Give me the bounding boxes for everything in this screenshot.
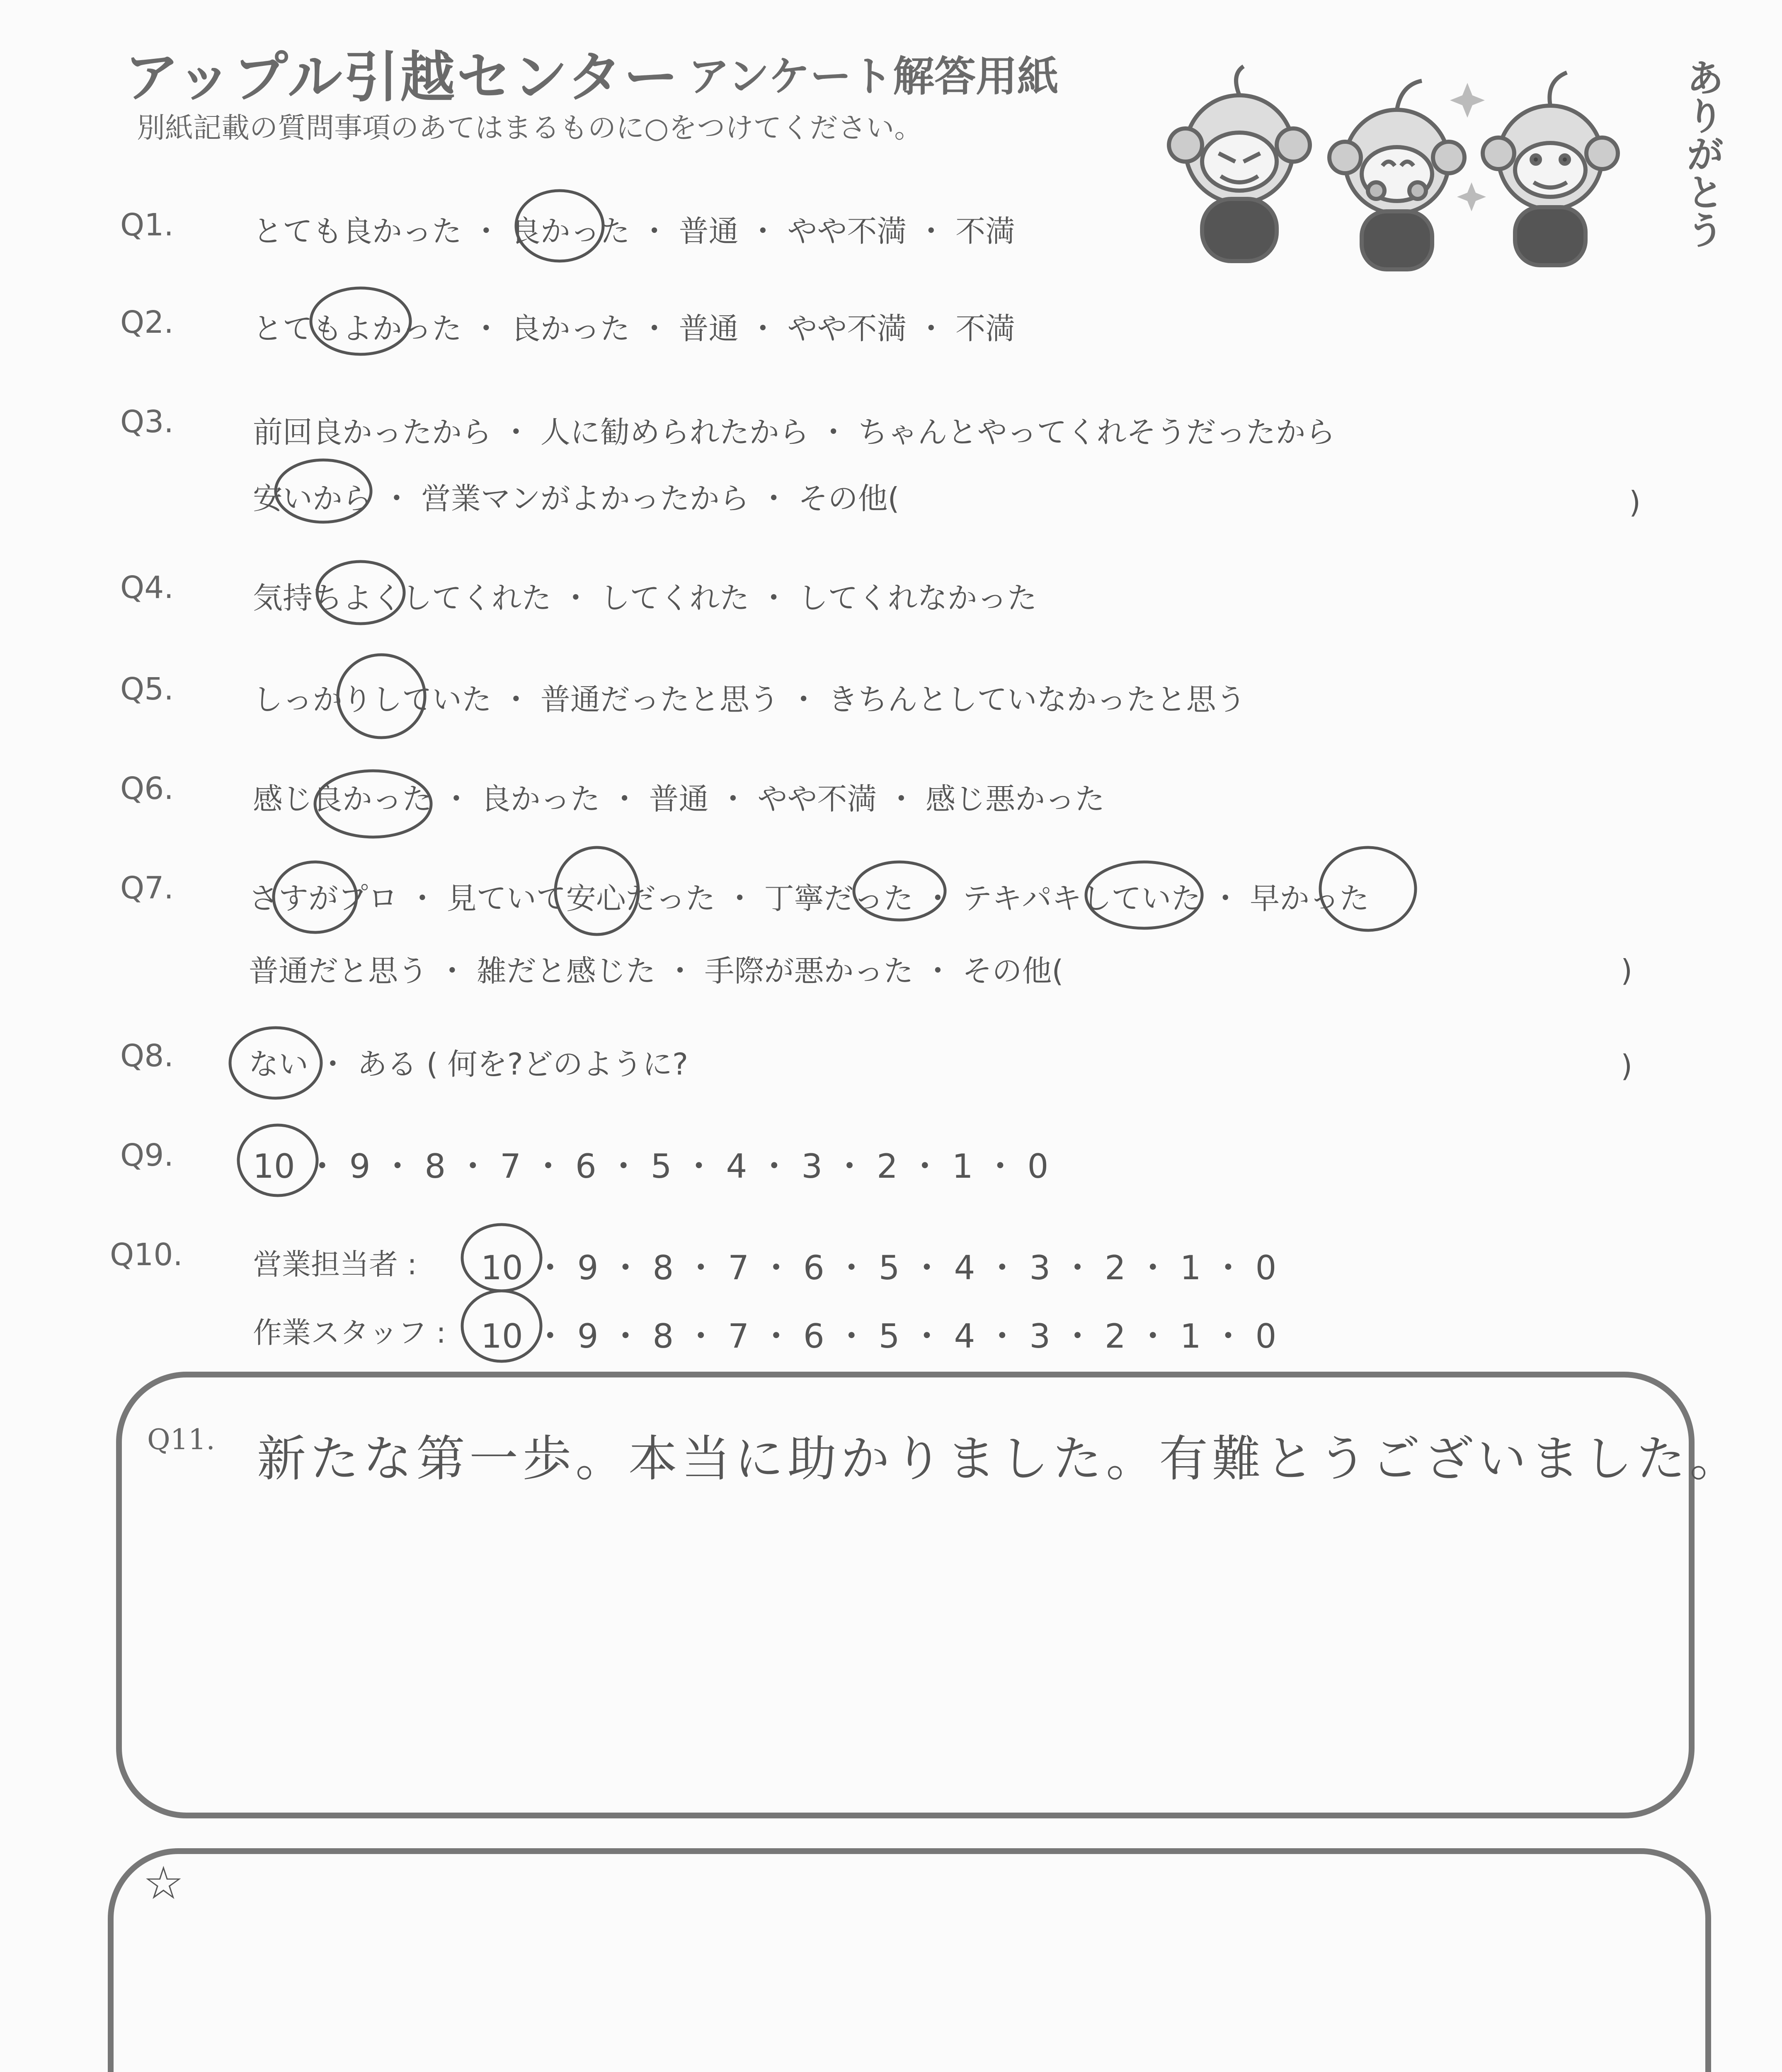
- q3-options-line1: 前回良かったから ・ 人に勧められたから ・ ちゃんとやってくれそうだったから: [253, 415, 1336, 450]
- q5-label: Q5.: [120, 671, 174, 707]
- q1-options: とても良かった ・ 良かった ・ 普通 ・ やや不満 ・ 不満: [253, 214, 1016, 249]
- q11-label: Q11.: [147, 1423, 215, 1456]
- q10-sales-scale: 10 ・ 9 ・ 8 ・ 7 ・ 6 ・ 5 ・ 4 ・ 3 ・ 2 ・ 1 ・ 0: [481, 1249, 1277, 1287]
- q5-options: しっかりしていた ・ 普通だったと思う ・ きちんとしていなかったと思う: [253, 682, 1246, 717]
- q7-close-paren: ): [1621, 953, 1633, 988]
- q10-staff-answer-circle: [462, 1291, 541, 1361]
- q9-scale: 10 ・ 9 ・ 8 ・ 7 ・ 6 ・ 5 ・ 4 ・ 3 ・ 2 ・ 1 ・ 0: [253, 1147, 1049, 1186]
- q2-answer-circle: [311, 288, 410, 354]
- q7-answer-circle-5: [1320, 847, 1416, 930]
- q7-answer-circle-1: [274, 862, 356, 932]
- q7-answer-circle-3: [854, 862, 945, 920]
- q7-answer-circle-4: [1086, 862, 1202, 928]
- q7-label: Q7.: [120, 870, 174, 906]
- q1-answer-circle: [516, 191, 603, 261]
- star-comment-box: [108, 1848, 1711, 2072]
- thank-you-text: ありがとう: [1680, 58, 1724, 249]
- q3-label: Q3.: [120, 404, 174, 440]
- q8-answer-circle: [230, 1028, 321, 1098]
- q6-options: 感じ良かった ・ 良かった ・ 普通 ・ やや不満 ・ 感じ悪かった: [253, 782, 1105, 816]
- q8-close-paren: ): [1621, 1048, 1633, 1083]
- q4-options: 気持ちよくしてくれた ・ してくれた ・ してくれなかった: [253, 581, 1037, 615]
- q3-options-line2: 安いから ・ 営業マンがよかったから ・ その他(: [253, 481, 899, 516]
- q2-label: Q2.: [120, 305, 174, 340]
- q10-staff-scale: 10 ・ 9 ・ 8 ・ 7 ・ 6 ・ 5 ・ 4 ・ 3 ・ 2 ・ 1 ・ 0: [481, 1317, 1277, 1356]
- q6-answer-circle: [315, 771, 431, 837]
- q4-answer-circle: [317, 562, 404, 624]
- q3-answer-circle: [276, 460, 371, 522]
- q10-sales-label: 営業担当者 :: [253, 1247, 417, 1281]
- instruction-text: 別紙記載の質問事項のあてはまるものに○をつけてください。: [137, 112, 923, 145]
- q7-options-line1: さすがプロ ・ 見ていて安心だった ・ 丁寧だった ・ テキパキしていた ・ 早かった: [249, 881, 1370, 916]
- q7-options-line2: 普通だと思う ・ 雑だと感じた ・ 手際が悪かった ・ その他(: [249, 954, 1064, 988]
- q8-label: Q8.: [120, 1038, 174, 1074]
- company-title: アップル引越センター: [124, 46, 680, 109]
- q1-label: Q1.: [120, 207, 174, 243]
- q6-label: Q6.: [120, 771, 174, 806]
- q5-answer-circle: [338, 655, 425, 738]
- q8-options: ない ・ ある ( 何を?どのように?: [249, 1047, 689, 1082]
- form-subtitle: アンケート解答用紙: [688, 52, 1059, 101]
- q9-answer-circle: [238, 1125, 317, 1196]
- q4-label: Q4.: [120, 570, 174, 605]
- q3-close-paren: ): [1629, 485, 1641, 520]
- q7-answer-circle-2: [555, 847, 638, 934]
- q2-options: とてもよかった ・ 良かった ・ 普通 ・ やや不満 ・ 不満: [253, 311, 1016, 346]
- q10-label: Q10.: [110, 1237, 183, 1273]
- q11-handwritten-answer: 新たな第一歩。本当に助かりました。有難とうございました。: [257, 1430, 1743, 1487]
- q9-label: Q9.: [120, 1138, 174, 1173]
- q10-staff-label: 作業スタッフ :: [253, 1316, 446, 1350]
- star-icon: ☆: [143, 1857, 184, 1910]
- q10-sales-answer-circle: [462, 1225, 541, 1291]
